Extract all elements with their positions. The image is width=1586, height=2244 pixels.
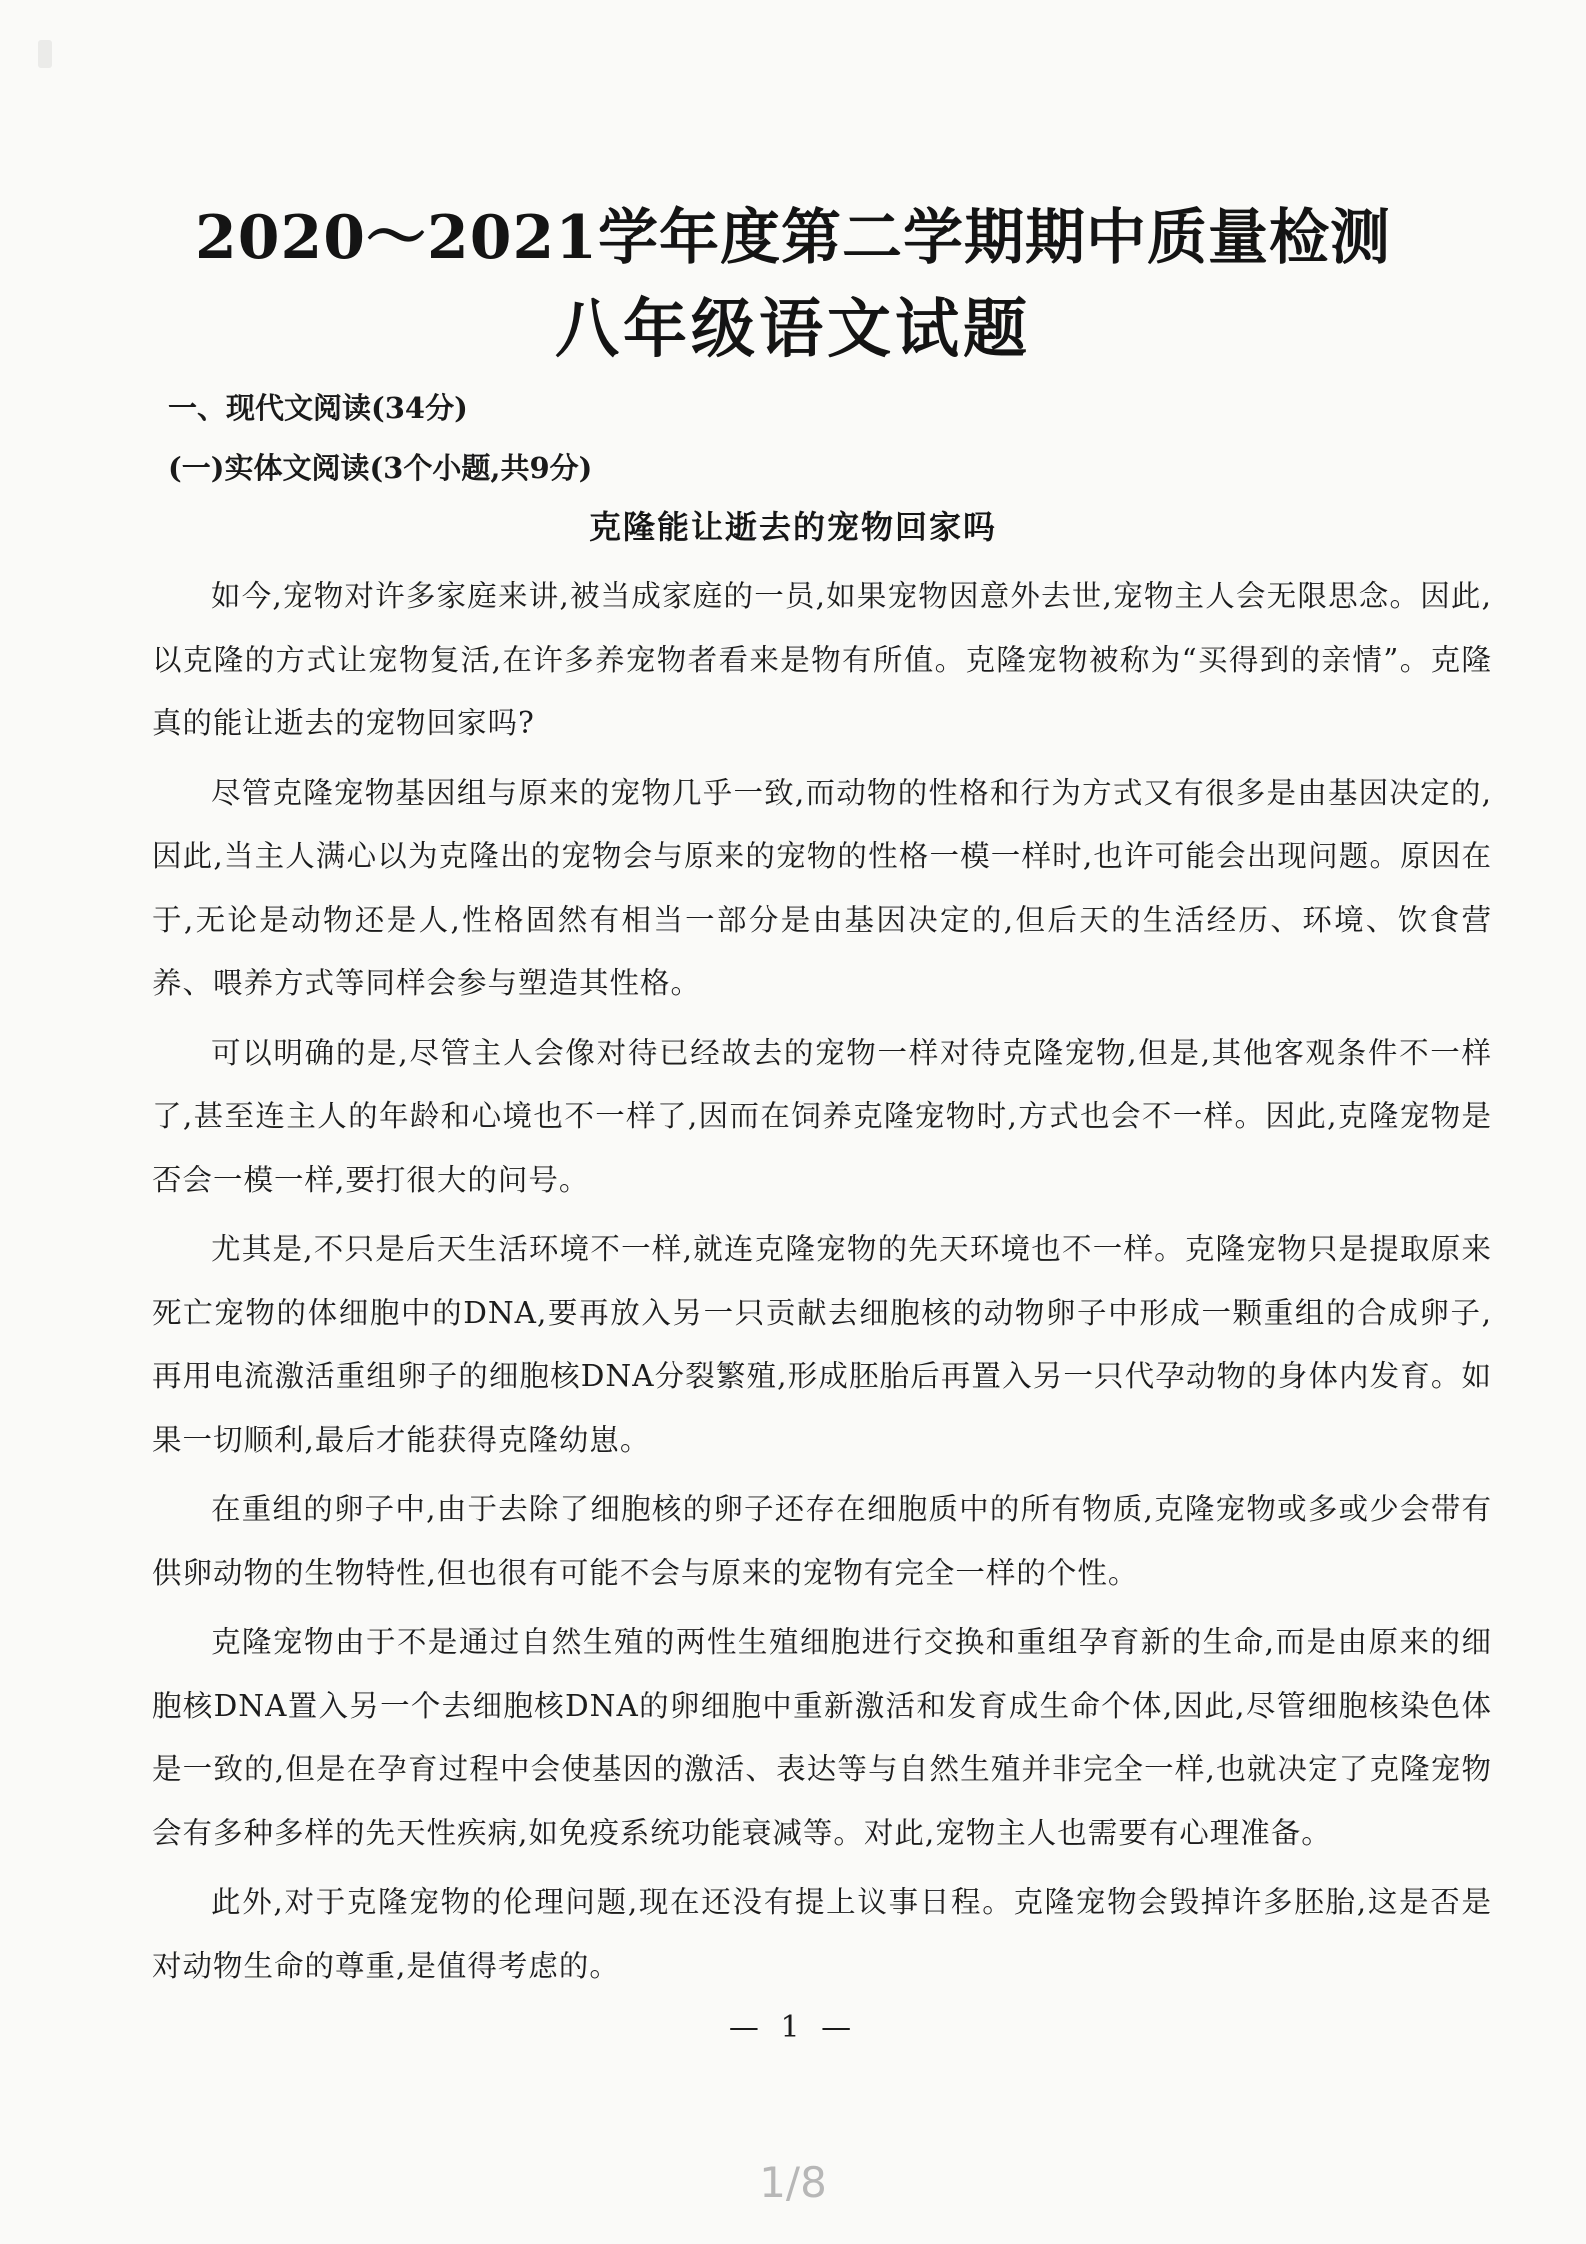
exam-title: 2020～2021学年度第二学期期中质量检测 bbox=[195, 203, 1391, 273]
article-body bbox=[152, 565, 1492, 2004]
page-indicator: 1/8 bbox=[759, 2158, 827, 2207]
section-heading: 一、现代文阅读(34分) bbox=[168, 391, 468, 425]
paragraph: 此外,对于克隆宠物的伦理问题,现在还没有提上议事日程。克隆宠物会毁掉许多胚胎,这是否是对动物生命的尊重,是值得考虑的。 bbox=[152, 1885, 1492, 1983]
subsection-heading: (一)实体文阅读(3个小题,共9分) bbox=[168, 451, 593, 485]
exam-subtitle: 八年级语文试题 bbox=[555, 292, 1031, 367]
paragraph: 在重组的卵子中,由于去除了细胞核的卵子还存在细胞质中的所有物质,克隆宠物或多或少会带有供卵动物的生物特性,但也很有可能不会与原来的宠物有完全一样的个性。 bbox=[152, 1492, 1492, 1590]
article-title: 克隆能让逝去的宠物回家吗 bbox=[588, 508, 997, 546]
paragraph: 如今,宠物对许多家庭来讲,被当成家庭的一员,如果宠物因意外去世,宠物主人会无限思念。因此,以克隆的方式让宠物复活,在许多养宠物者看来是物有所值。克隆宠物被称为“买得到的亲情”。克隆真的能让逝去的宠物回家吗? bbox=[152, 579, 1492, 740]
paragraph: 可以明确的是,尽管主人会像对待已经故去的宠物一样对待克隆宠物,但是,其他客观条件不一样了,甚至连主人的年龄和心境也不一样了,因而在饲养克隆宠物时,方式也会不一样。因此,克隆宠物是否会一模一样,要打很大的问号。 bbox=[152, 1035, 1492, 1197]
scan-artifact bbox=[38, 40, 52, 68]
page-number: — 1 — bbox=[728, 2010, 858, 2045]
paragraph: 尽管克隆宠物基因组与原来的宠物几乎一致,而动物的性格和行为方式又有很多是由基因决定的,因此,当主人满心以为克隆出的宠物会与原来的宠物的性格一模一样时,也许可能会出现问题。原因在于,无论是动物还是人,性格固然有相当一部分是由基因决定的,但后天的生活经历、环境、饮食营养、喂养方式等同样会参与塑造其性格。 bbox=[152, 775, 1492, 1000]
paragraph: 尤其是,不只是后天生活环境不一样,就连克隆宠物的先天环境也不一样。克隆宠物只是提取原来死亡宠物的体细胞中的DNA,要再放入另一只贡献去细胞核的动物卵子中形成一颗重组的合成卵子,再用电流激活重组卵子的细胞核DNA分裂繁殖,形成胚胎后再置入另一只代孕动物的身体内发育。如果一切顺利,最后才能获得克隆幼崽。 bbox=[152, 1232, 1492, 1457]
paragraph: 克隆宠物由于不是通过自然生殖的两性生殖细胞进行交换和重组孕育新的生命,而是由原来的细胞核DNA置入另一个去细胞核DNA的卵细胞中重新激活和发育成生命个体,因此,尽管细胞核染色体是一致的,但是在孕育过程中会使基因的激活、表达等与自然生殖并非完全一样,也就决定了克隆宠物会有多种多样的先天性疾病,如免疫系统功能衰减等。对此,宠物主人也需要有心理准备。 bbox=[152, 1625, 1492, 1850]
